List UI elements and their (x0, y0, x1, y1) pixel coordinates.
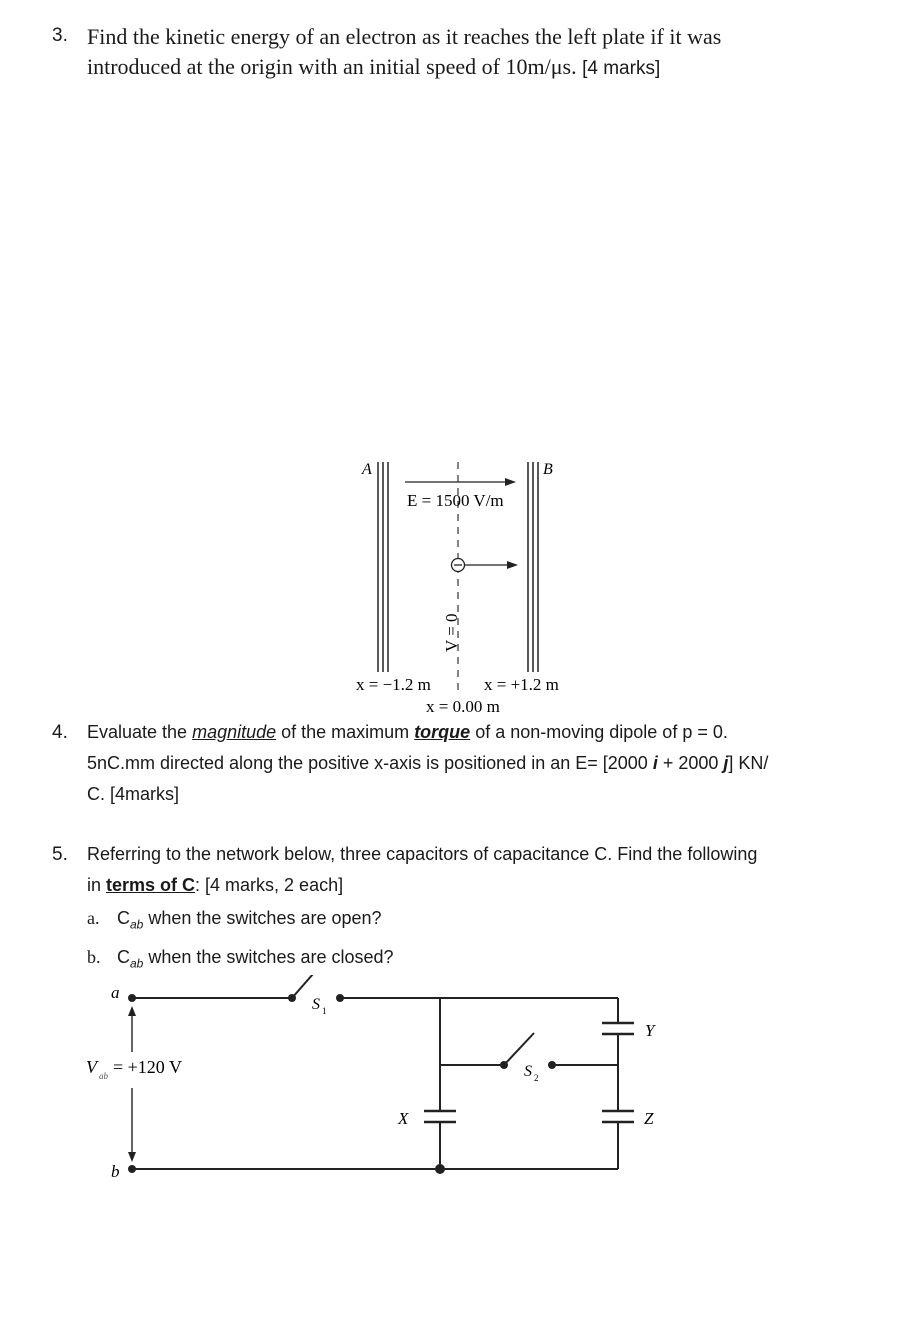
question-5a (87, 902, 852, 941)
q5a-label: a. (87, 908, 100, 928)
force-arrow (465, 561, 518, 569)
q5a-c: C (117, 908, 130, 928)
q5b-label: b. (87, 946, 101, 967)
switch-s2-contact (548, 1061, 556, 1069)
question-3-line-2: introduced at the origin with an initial speed of 10m/μs. (87, 54, 577, 79)
question-3-line-2-wrap (87, 52, 852, 84)
q5-text-4: : [4 marks, 2 each] (195, 875, 344, 895)
switch-s1-subscript: 1 (322, 1006, 327, 1016)
question-3 (52, 22, 852, 84)
q5a-text: when the switches are open? (148, 908, 382, 928)
x-origin-label: x = 0.00 m (426, 697, 500, 716)
question-5-text (87, 839, 852, 901)
q4-torque: torque (414, 722, 471, 742)
field-arrow (405, 478, 516, 486)
question-4-line-2 (87, 748, 852, 779)
voltage-arrow-down (128, 1088, 136, 1162)
voltage-arrow-up (128, 1006, 136, 1052)
x-right-label: x = +1.2 m (484, 675, 559, 694)
parallel-plate-figure (0, 450, 908, 720)
q4-text-7: + 2000 (657, 753, 724, 773)
q5-terms-of-c: terms of C (106, 875, 196, 895)
switch-s1-blade (292, 975, 320, 998)
question-5b (87, 941, 852, 980)
electron-icon (452, 559, 465, 572)
q4-magnitude: magnitude (192, 722, 277, 742)
q5a-ab: ab (130, 917, 144, 932)
q5b-c: C (117, 946, 130, 967)
plate-a-label: A (362, 461, 372, 478)
capacitor-y-label: Y (645, 1021, 655, 1040)
switch-s2-pivot (500, 1061, 508, 1069)
q4-text-1: Evaluate the (87, 722, 193, 742)
voltage-label: V (86, 1057, 97, 1077)
node-b-dot (128, 1165, 136, 1173)
q4-j-vector: j (723, 753, 729, 773)
q4-text-3: of the maximum (276, 722, 415, 742)
field-label: E = 1500 V/m (407, 491, 504, 510)
node-a-dot (128, 994, 136, 1002)
node-b-label: b (111, 1162, 120, 1181)
q4-i-vector: i (652, 753, 658, 773)
q5b-text: when the switches are closed? (148, 946, 394, 967)
question-5-line-2 (87, 870, 852, 901)
switch-s1-pivot (288, 994, 296, 1002)
capacitor-network-figure (0, 975, 908, 1185)
q4-text-6: 5nC.mm directed along the positive x-axis is positioned in an E= [2000 (87, 753, 653, 773)
switch-s2-blade (504, 1033, 534, 1065)
x-left-label: x = −1.2 m (356, 675, 431, 694)
question-5 (52, 839, 852, 979)
q5b-ab: ab (130, 956, 144, 971)
question-3-marks: [4 marks] (582, 58, 661, 79)
junction-bottom (435, 1164, 445, 1174)
question-5-number: 5. (52, 844, 68, 865)
q5-text-2: in (87, 875, 107, 895)
q4-text-8: ] KN/ (728, 753, 769, 773)
question-4-text (87, 717, 852, 810)
capacitor-x-label: X (398, 1109, 409, 1128)
question-3-line-1: Find the kinetic energy of an electron as it reaches the left plate if it was (87, 24, 722, 49)
switch-s2-label: S (524, 1063, 532, 1080)
question-4-number: 4. (52, 722, 68, 743)
question-5-line-1: Referring to the network below, three capacitors of capacitance C. Find the following (87, 844, 758, 864)
switch-s2-subscript: 2 (534, 1073, 539, 1083)
switch-s1-label: S (312, 996, 320, 1013)
question-4 (52, 717, 852, 810)
switch-s1-contact (336, 994, 344, 1002)
question-3-text (87, 22, 852, 84)
potential-label: V = 0 (442, 613, 461, 652)
node-a-label: a (111, 983, 120, 1002)
capacitor-z-label: Z (644, 1109, 654, 1128)
q4-text-5: of a non-moving dipole of p = 0. (470, 722, 728, 742)
voltage-value: = +120 V (113, 1057, 182, 1077)
question-4-line-1 (87, 717, 852, 748)
question-4-line-3: C. [4marks] (87, 784, 180, 804)
question-3-number: 3. (52, 25, 68, 46)
plate-b-label: B (543, 461, 553, 478)
voltage-subscript: ab (99, 1071, 108, 1081)
